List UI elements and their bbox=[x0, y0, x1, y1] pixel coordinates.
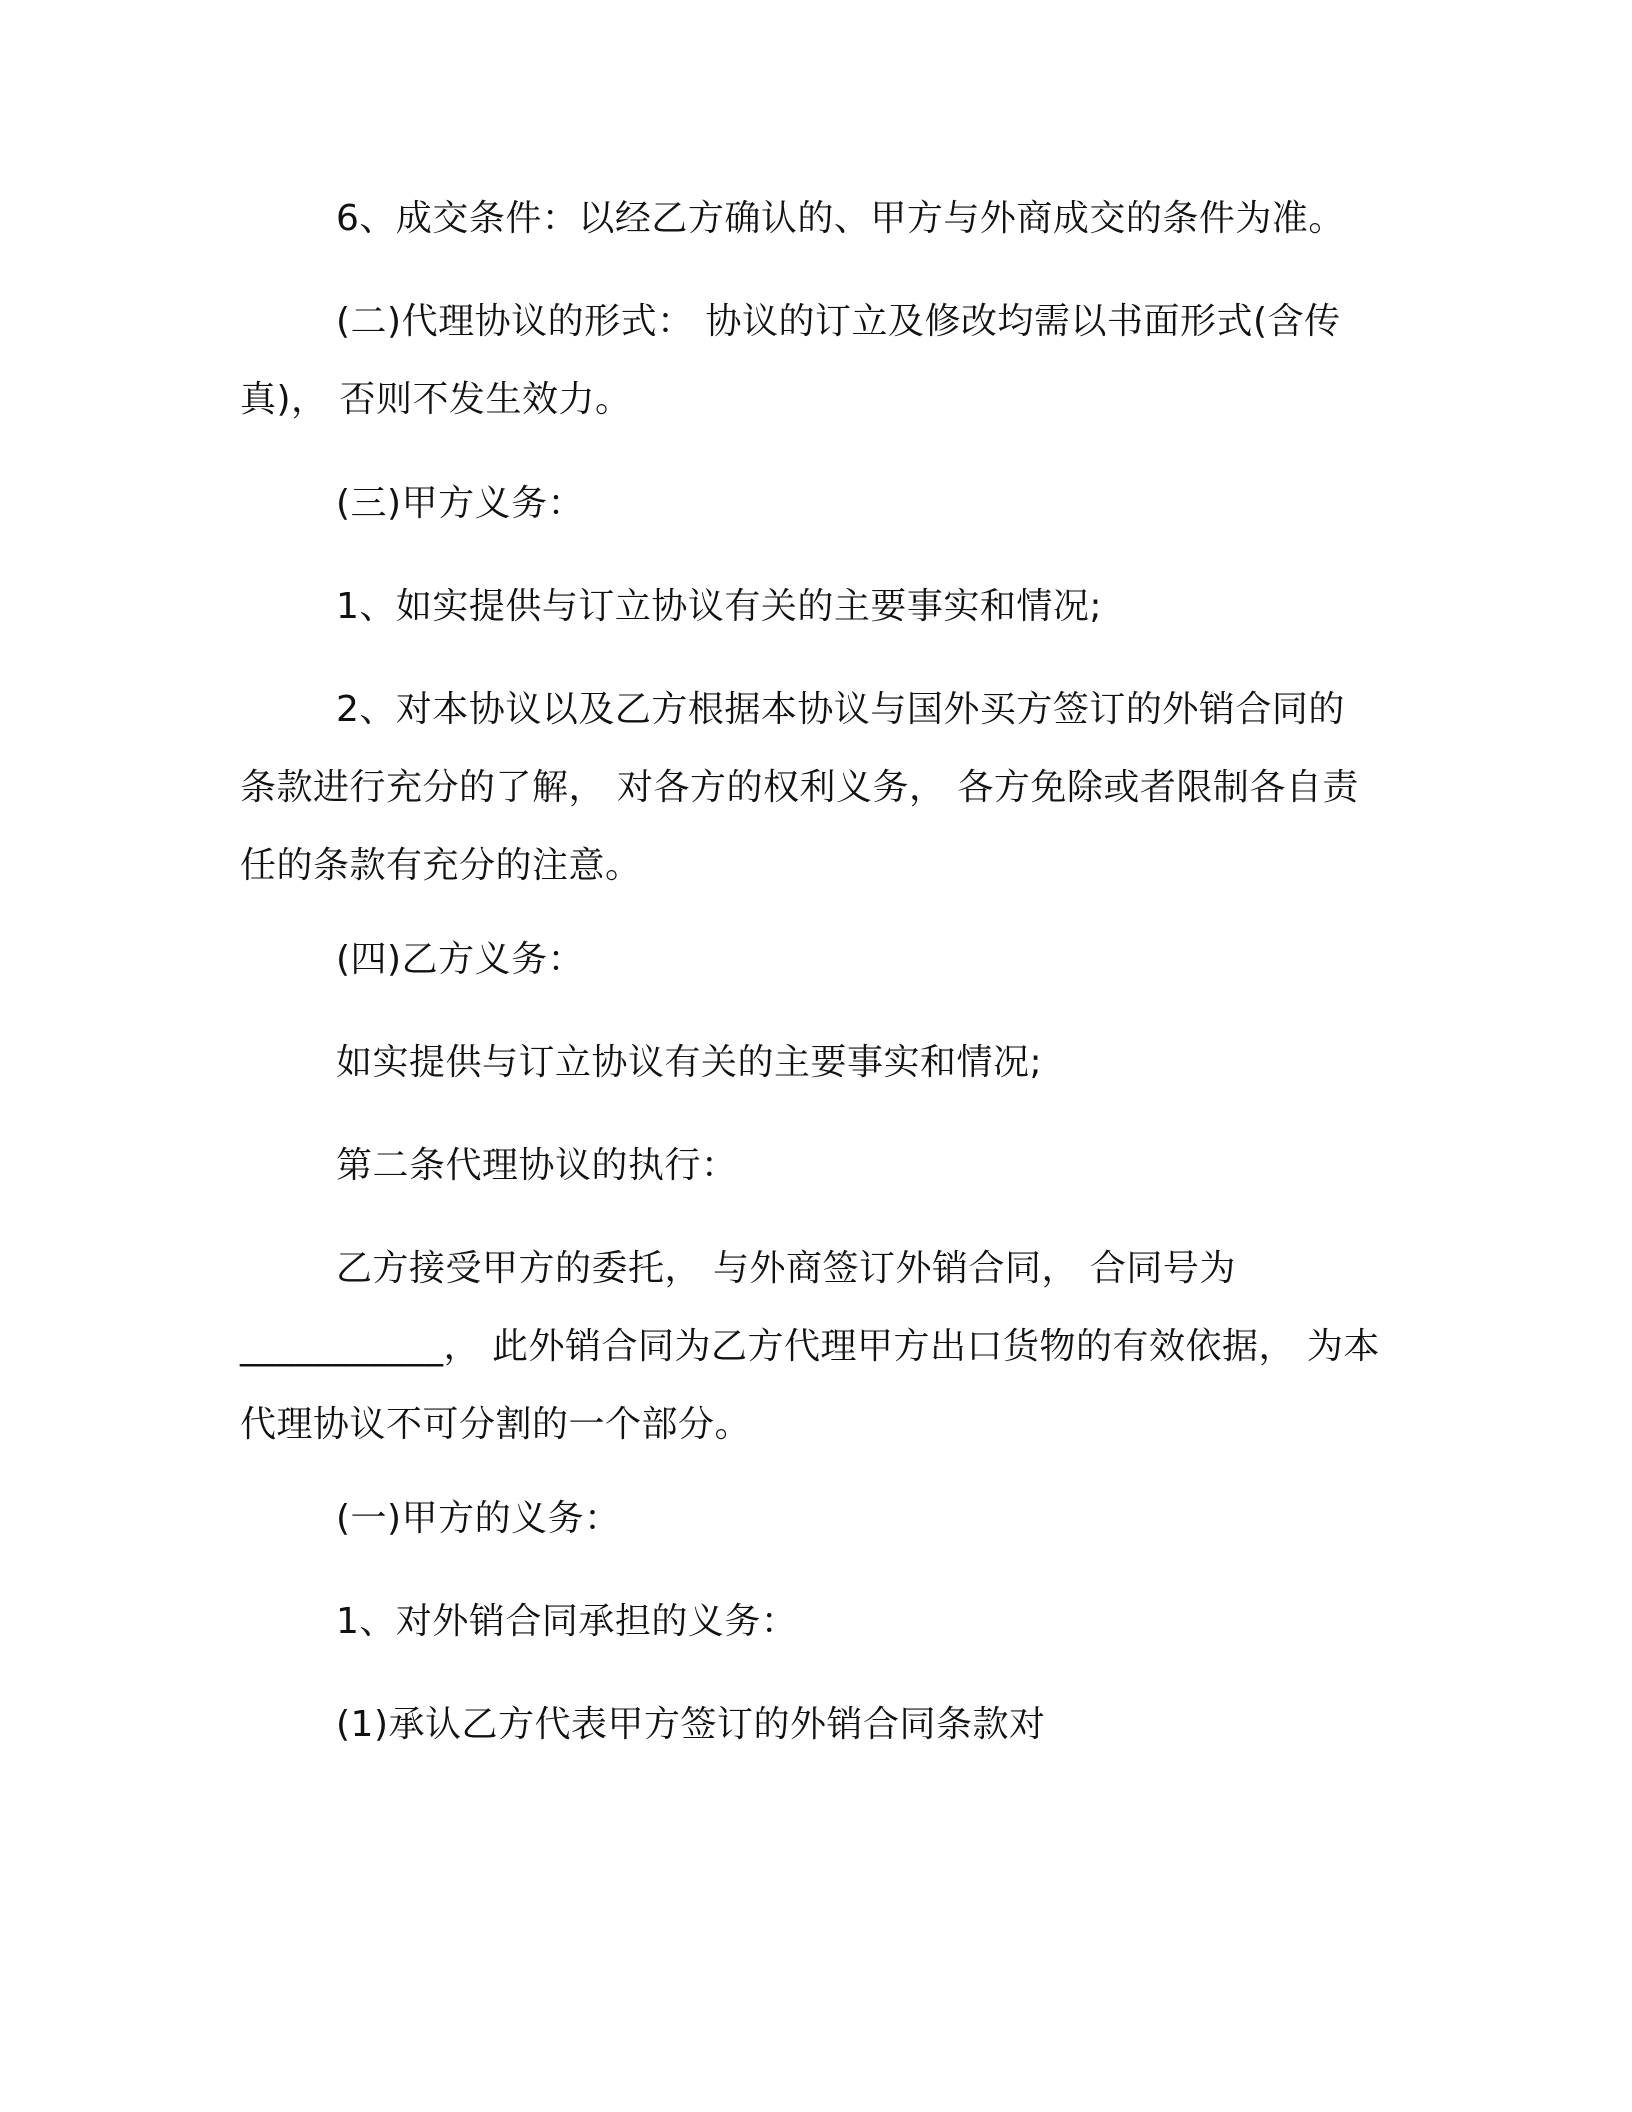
paragraph-3: (三)甲方义务： bbox=[336, 483, 585, 524]
paragraph-6: (四)乙方义务： bbox=[336, 939, 585, 980]
paragraph-11: 1、对外销合同承担的义务： bbox=[336, 1601, 798, 1642]
paragraph-8: 第二条代理协议的执行： bbox=[336, 1145, 738, 1186]
paragraph-12: (1)承认乙方代表甲方签订的外销合同条款对 bbox=[336, 1704, 1046, 1745]
paragraph-10: (一)甲方的义务： bbox=[336, 1498, 621, 1539]
paragraph-1: 6、成交条件：以经乙方确认的、甲方与外商成交的条件为准。 bbox=[336, 198, 1345, 239]
paragraph-2: (二)代理协议的形式： 协议的订立及修改均需以书面形式(含传真)， 否则不发生效力。 bbox=[240, 301, 1341, 420]
paragraph-4: 1、如实提供与订立协议有关的主要事实和情况; bbox=[336, 586, 1103, 627]
paragraph-5: 2、对本协议以及乙方根据本协议与国外买方签订的外销合同的条款进行充分的了解， 对各方的权利义务， 各方免除或者限制各自责任的条款有充分的注意。 bbox=[240, 689, 1359, 886]
paragraph-9: 乙方接受甲方的委托， 与外商签订外销合同， 合同号为___________， 此外销合同为乙方代理甲方出口货物的有效依据， 为本代理协议不可分割的一个部分。 bbox=[240, 1248, 1380, 1445]
paragraph-7: 如实提供与订立协议有关的主要事实和情况; bbox=[336, 1042, 1043, 1083]
